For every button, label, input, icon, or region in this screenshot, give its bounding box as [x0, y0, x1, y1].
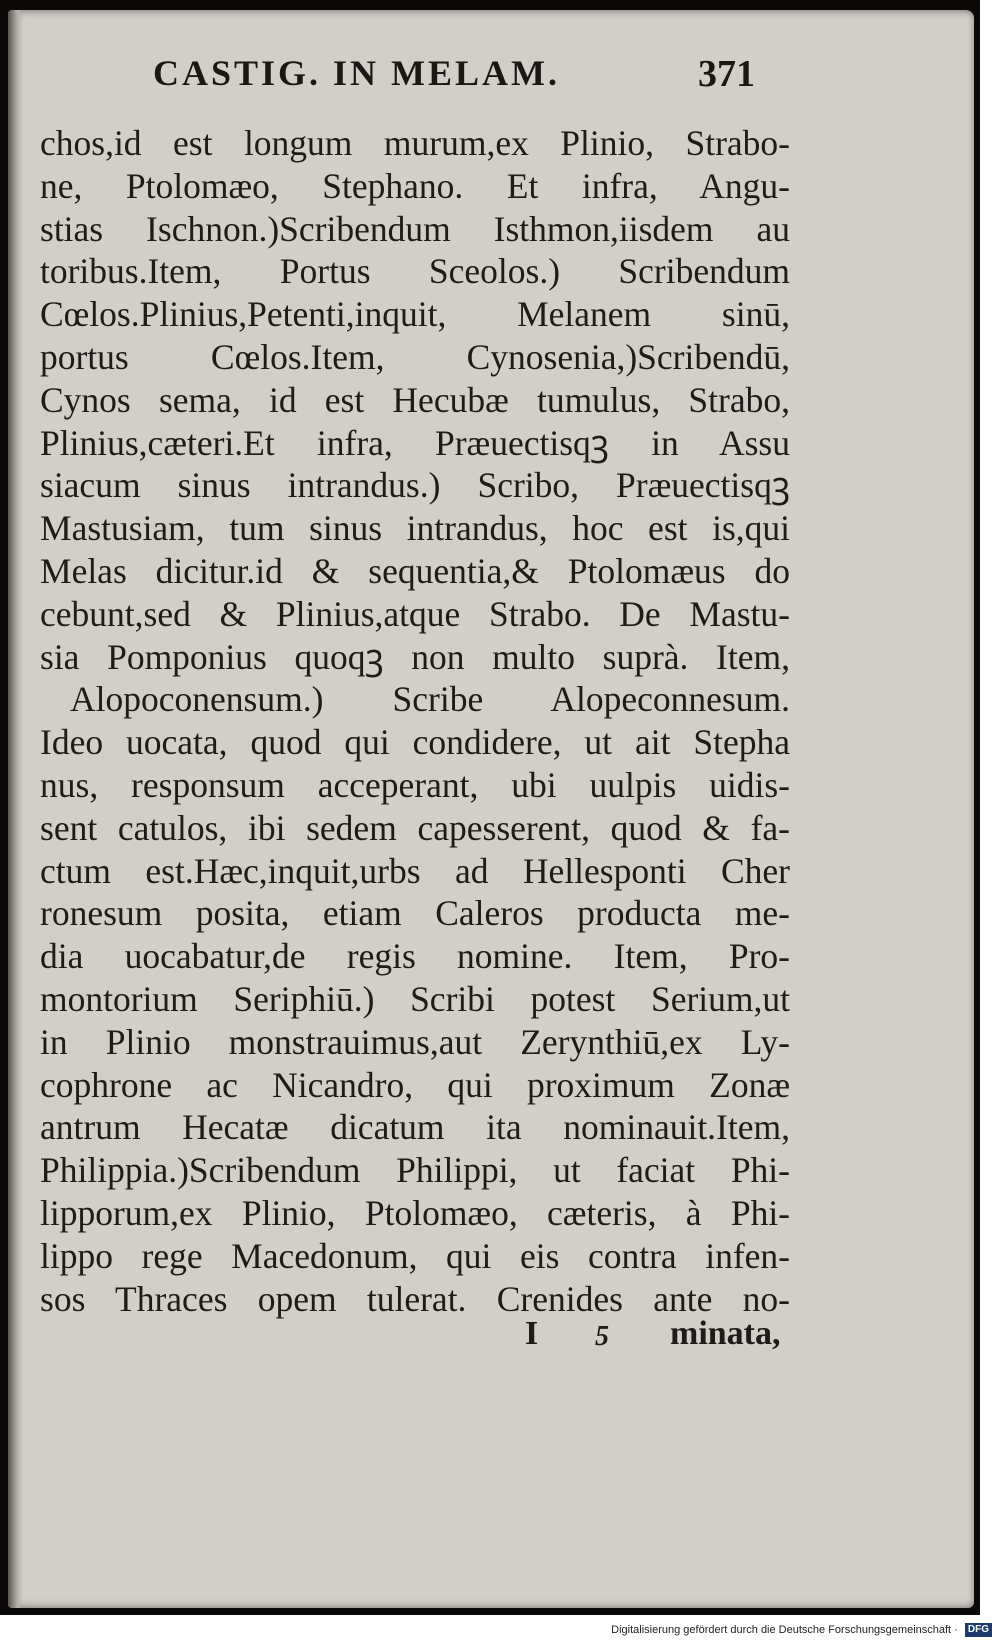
- text-line: stias Ischnon.)Scribendum Isthmon,iisdem au: [40, 208, 790, 249]
- text-line: cebunt,sed & Plinius,atque Strabo. De Mastu-: [40, 593, 790, 634]
- signature-line: [40, 1315, 790, 1355]
- text-line: antrum Hecatæ dicatum ita nominauit.Item,: [40, 1107, 790, 1148]
- text-line: Plinius,cæteri.Et infra, Præuectisqꝫ in Assu: [40, 422, 790, 463]
- text-line: Melas dicitur.id & sequentia,& Ptolomæus do: [40, 550, 790, 591]
- text-line: Philippia.)Scribendum Philippi, ut faciat Phi-: [40, 1150, 790, 1191]
- text-line: sia Pomponius quoqꝫ non multo suprà. Item,: [40, 636, 790, 677]
- text-line: in Plinio monstrauimus,aut Zerynthiū,ex Ly-: [40, 1021, 790, 1062]
- text-line: sent catulos, ibi sedem capesserent, quod & fa-: [40, 807, 790, 848]
- text-line: Alopoconensum.) Scribe Alopeconnesum.: [70, 679, 790, 720]
- catchword: minata,: [670, 1315, 781, 1352]
- text-line: montorium Seriphiū.) Scribi potest Serium,ut: [40, 978, 790, 1019]
- text-line: cophrone ac Nicandro, qui proximum Zonæ: [40, 1064, 790, 1105]
- page-gutter-shadow: [8, 10, 22, 1608]
- text-line: ronesum posita, etiam Caleros producta me-: [40, 893, 790, 934]
- page-number: 371: [698, 53, 755, 95]
- text-line: portus Cœlos.Item, Cynosenia,)Scribendū,: [40, 336, 790, 377]
- text-line: Ideo uocata, quod qui condidere, ut ait Stepha: [40, 722, 790, 763]
- text-line: lippo rege Macedonum, qui eis contra infen-: [40, 1235, 790, 1276]
- text-line: dia uocabatur,de regis nomine. Item, Pro-: [40, 936, 790, 977]
- signature-letter: I: [525, 1315, 539, 1352]
- body-text: [40, 122, 790, 1320]
- text-line: chos,id est longum murum,ex Plinio, Strabo-: [40, 123, 790, 163]
- signature-number: 5: [595, 1321, 609, 1352]
- text-line: ctum est.Hæc,inquit,urbs ad Hellesponti Cher: [40, 850, 790, 891]
- credit-text: Digitalisierung gefördert durch die Deutsche Forschungsgemeinschaft ·: [611, 1623, 958, 1636]
- text-line: siacum sinus intrandus.) Scribo, Præuectisqꝫ: [40, 465, 790, 506]
- text-line: sos Thraces opem tulerat. Crenides ante no-: [40, 1278, 790, 1319]
- digitization-credit: [611, 1623, 992, 1637]
- book-page: [8, 10, 974, 1608]
- text-line: Mastusiam, tum sinus intrandus, hoc est is,qui: [40, 508, 790, 549]
- text-line: toribus.Item, Portus Sceolos.) Scribendum: [40, 251, 790, 292]
- text-line: Cœlos.Plinius,Petenti,inquit, Melanem sinū,: [40, 294, 790, 335]
- text-line: ne, Ptolomæo, Stephano. Et infra, Angu-: [40, 165, 790, 206]
- text-line: nus, responsum acceperant, ubi uulpis uidis-: [40, 764, 790, 805]
- text-line: Cynos sema, id est Hecubæ tumulus, Strabo,: [40, 379, 790, 420]
- text-line: lipporum,ex Plinio, Ptolomæo, cæteris, à Phi-: [40, 1192, 790, 1233]
- dfg-logo: DFG: [965, 1623, 992, 1637]
- running-head: CASTIG. IN MELAM.: [153, 53, 561, 93]
